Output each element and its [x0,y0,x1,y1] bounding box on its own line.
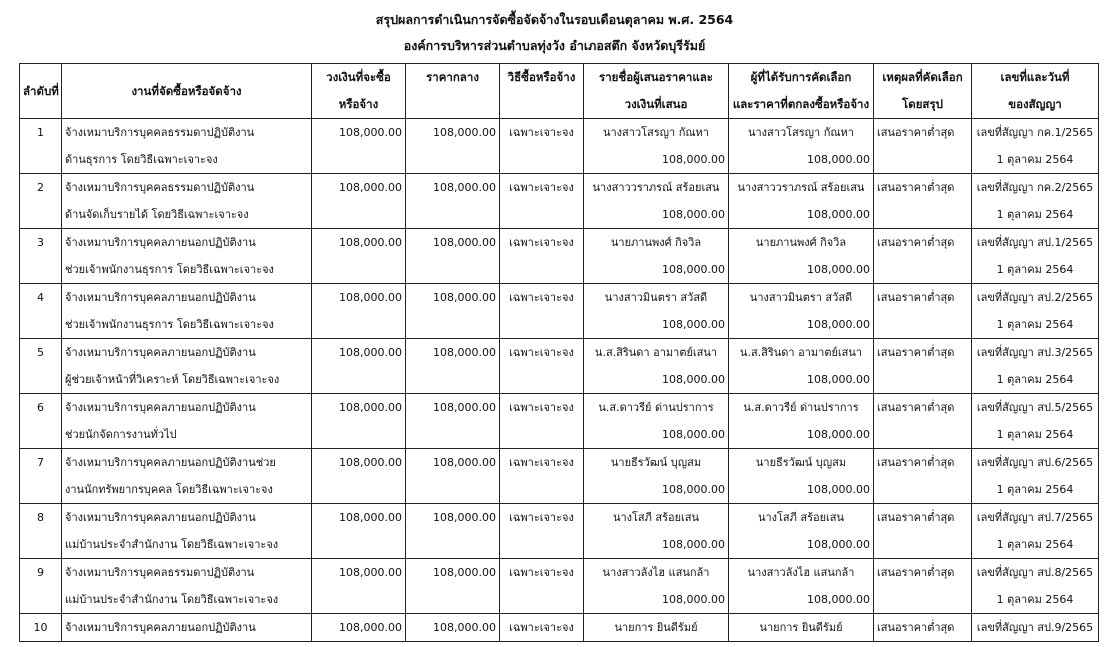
row-method-text: เฉพาะเจาะจง [509,456,574,469]
row-winner-price: 108,000.00 [807,263,870,276]
row-contract-date: 1 ตุลาคม 2564 [996,208,1074,221]
row-bidder-name: นางโสภี สร้อยเสน [612,511,700,524]
header-contract-line2: ของสัญญา [1008,97,1062,111]
row-method-text: เฉพาะเจาะจง [509,346,574,359]
row-method-text: เฉพาะเจาะจง [509,126,574,139]
row-reason-text: เสนอราคาต่ำสุด [877,126,955,139]
row-work-line1: จ้างเหมาบริการบุคคลธรรมดาปฏิบัติงาน [65,181,255,194]
row-winner-name: นางสาววราภรณ์ สร้อยเสน [737,181,865,194]
table-row [20,229,1099,284]
row-no [20,449,62,504]
header-reason [874,64,972,119]
row-bidder-amount: 108,000.00 [662,538,725,551]
header-winner-line2: และราคาที่ตกลงซื้อหรือจ้าง [732,97,870,111]
row-budget-text: 108,000.00 [339,291,402,304]
row-winner-price: 108,000.00 [807,318,870,331]
row-median [406,229,500,284]
row-bidder [584,559,729,614]
row-contract: เลขที่สัญญา สป.9/2565 [972,614,1099,642]
row-winner: นายการ ยินดีรัมย์ [729,614,874,642]
header-median [406,64,500,119]
row-work [62,339,312,394]
row-bidder-amount: 108,000.00 [662,483,725,496]
row-contract [972,174,1099,229]
document-title: สรุปผลการดำเนินการจัดซื้อจัดจ้างในรอบเดือนตุลาคม พ.ศ. 2564 [375,12,734,27]
row-bidder-amount: 108,000.00 [662,263,725,276]
row-work-line2: ด้านธุรการ โดยวิธีเฉพาะเจาะจง [65,153,218,166]
row-winner [729,119,874,174]
row-contract [972,284,1099,339]
row-winner [729,449,874,504]
table-row-last [20,614,1099,642]
row-work-line2: ช่วยนักจัดการงานทั่วไป [65,428,177,441]
row-no [20,174,62,229]
row-median [406,284,500,339]
row-reason [874,559,972,614]
header-budget-line2: หรือจ้าง [338,97,379,111]
header-no: ลำดับที่ [20,64,62,119]
row-bidder-name: นางสาวมินตรา สวัสดี [604,291,708,304]
header-median-line1: ราคากลาง [426,70,479,84]
row-method [500,449,584,504]
row-no-text: 2 [37,181,44,194]
row-bidder-name: นางสาวลังไฮ แสนกล้า [602,566,710,579]
row-budget-text: 108,000.00 [339,126,402,139]
row-winner-name: นางสาวมินตรา สวัสดี [749,291,853,304]
row-reason-text: เสนอราคาต่ำสุด [877,346,955,359]
row-budget-text: 108,000.00 [339,236,402,249]
row-contract-date: 1 ตุลาคม 2564 [996,428,1074,441]
row-reason [874,394,972,449]
row-method-text: เฉพาะเจาะจง [509,511,574,524]
row-contract-no: เลขที่สัญญา สป.1/2565 [976,236,1094,249]
row-budget [312,394,406,449]
row-winner-price: 108,000.00 [807,373,870,386]
row-winner-price: 108,000.00 [807,593,870,606]
row-reason-text: เสนอราคาต่ำสุด [877,401,955,414]
row-contract-no: เลขที่สัญญา สป.5/2565 [976,401,1094,414]
row-contract-no: เลขที่สัญญา กค.2/2565 [976,181,1094,194]
row-work-line2: ช่วยเจ้าพนักงานธุรการ โดยวิธีเฉพาะเจาะจง [65,263,274,276]
row-contract-no: เลขที่สัญญา สป.3/2565 [976,346,1094,359]
row-work [62,394,312,449]
header-winner [729,64,874,119]
table-row [20,394,1099,449]
row-bidder [584,504,729,559]
table-row [20,449,1099,504]
row-budget-text: 108,000.00 [339,511,402,524]
row-work-line2: ช่วยเจ้าพนักงานธุรการ โดยวิธีเฉพาะเจาะจง [65,318,274,331]
row-winner-price: 108,000.00 [807,153,870,166]
row-bidder [584,339,729,394]
row-no-text: 9 [37,566,44,579]
header-bidders-line1: รายชื่อผู้เสนอราคาและ [599,70,713,84]
row-winner-name: นางสาวโสรญา กัณหา [747,126,854,139]
row-median [406,559,500,614]
row-reason-text: เสนอราคาต่ำสุด [877,291,955,304]
row-budget-text: 108,000.00 [339,401,402,414]
row-contract [972,504,1099,559]
header-contract [972,64,1099,119]
row-method-text: เฉพาะเจาะจง [509,236,574,249]
table-row [20,174,1099,229]
row-budget [312,504,406,559]
row-median-text: 108,000.00 [433,236,496,249]
header-winner-line1: ผู้ที่ได้รับการคัดเลือก [750,70,852,84]
row-contract-no: เลขที่สัญญา กค.1/2565 [976,126,1094,139]
row-budget-text: 108,000.00 [339,181,402,194]
row-reason: เสนอราคาต่ำสุด [874,614,972,642]
row-contract [972,449,1099,504]
row-winner-name: นายธีรวัฒน์ บุญสม [755,456,847,469]
header-reason-line1: เหตุผลที่คัดเลือก [882,70,963,84]
row-no-text: 1 [37,126,44,139]
row-method [500,504,584,559]
header-budget-line1: วงเงินที่จะซื้อ [326,70,391,84]
row-winner [729,339,874,394]
row-median [406,504,500,559]
row-method [500,394,584,449]
row-reason [874,229,972,284]
row-work [62,284,312,339]
row-budget: 108,000.00 [312,614,406,642]
row-bidder [584,449,729,504]
row-method [500,284,584,339]
row-median [406,394,500,449]
row-budget [312,174,406,229]
row-winner-price: 108,000.00 [807,538,870,551]
row-median-text: 108,000.00 [433,346,496,359]
row-bidder: นายการ ยินดีรัมย์ [584,614,729,642]
row-method [500,229,584,284]
row-no [20,339,62,394]
row-reason [874,449,972,504]
row-reason-text: เสนอราคาต่ำสุด [877,456,955,469]
header-contract-line1: เลขที่และวันที่ [1000,70,1070,84]
row-winner-name: นายภานพงศ์ กิจวิล [755,236,847,249]
row-winner [729,504,874,559]
header-method [500,64,584,119]
header-bidders [584,64,729,119]
header-work: งานที่จัดซื้อหรือจัดจ้าง [62,64,312,119]
row-method-text: เฉพาะเจาะจง [509,291,574,304]
row-budget-text: 108,000.00 [339,566,402,579]
row-work [62,229,312,284]
row-no [20,229,62,284]
row-no [20,284,62,339]
row-median: 108,000.00 [406,614,500,642]
row-no-text: 7 [37,456,44,469]
row-bidder-name: น.ส.ดาวรีย์ ด่านปราการ [598,401,714,414]
row-winner [729,229,874,284]
row-bidder-amount: 108,000.00 [662,153,725,166]
table-row [20,119,1099,174]
row-no [20,504,62,559]
row-work-line2: ด้านจัดเก็บรายได้ โดยวิธีเฉพาะเจาะจง [65,208,249,221]
table-row [20,504,1099,559]
table-row [20,559,1099,614]
row-no [20,119,62,174]
row-bidder [584,394,729,449]
row-reason-text: เสนอราคาต่ำสุด [877,181,955,194]
row-contract [972,394,1099,449]
row-contract-no: เลขที่สัญญา สป.2/2565 [976,291,1094,304]
row-median-text: 108,000.00 [433,126,496,139]
row-method: เฉพาะเจาะจง [500,614,584,642]
row-bidder [584,229,729,284]
row-winner [729,174,874,229]
row-work-line1: จ้างเหมาบริการบุคคลธรรมดาปฏิบัติงาน [65,126,255,139]
row-median-text: 108,000.00 [433,511,496,524]
row-contract-date: 1 ตุลาคม 2564 [996,593,1074,606]
row-winner [729,284,874,339]
row-reason [874,339,972,394]
row-method [500,339,584,394]
row-contract-no: เลขที่สัญญา สป.8/2565 [976,566,1094,579]
row-work-line1: จ้างเหมาบริการบุคคลภายนอกปฏิบัติงาน [65,291,256,304]
row-work-line1: จ้างเหมาบริการบุคคลภายนอกปฏิบัติงาน [65,401,256,414]
row-reason-text: เสนอราคาต่ำสุด [877,511,955,524]
row-winner [729,559,874,614]
row-winner-name: นางโสภี สร้อยเสน [757,511,845,524]
row-method-text: เฉพาะเจาะจง [509,181,574,194]
row-bidder-name: นายภานพงศ์ กิจวิล [610,236,702,249]
row-reason [874,119,972,174]
row-work-line1: จ้างเหมาบริการบุคคลภายนอกปฏิบัติงาน [65,511,256,524]
row-bidder-amount: 108,000.00 [662,318,725,331]
row-contract [972,119,1099,174]
row-median [406,339,500,394]
table-row [20,339,1099,394]
row-budget [312,119,406,174]
row-winner [729,394,874,449]
row-work [62,559,312,614]
row-contract-date: 1 ตุลาคม 2564 [996,318,1074,331]
row-no: 10 [20,614,62,642]
row-budget [312,229,406,284]
row-contract-date: 1 ตุลาคม 2564 [996,483,1074,496]
row-winner-name: น.ส.สิรินดา อามาตย์เสนา [739,346,863,359]
table-body [20,119,1099,642]
row-contract [972,559,1099,614]
row-bidder [584,119,729,174]
row-work-line2: ผู้ช่วยเจ้าหน้าที่วิเคราะห์ โดยวิธีเฉพาะเจาะจง [65,373,280,386]
row-winner-name: น.ส.ดาวรีย์ ด่านปราการ [743,401,859,414]
row-no-text: 4 [37,291,44,304]
row-budget-text: 108,000.00 [339,346,402,359]
row-no-text: 6 [37,401,44,414]
row-contract-date: 1 ตุลาคม 2564 [996,538,1074,551]
header-budget [312,64,406,119]
row-reason [874,284,972,339]
row-median-text: 108,000.00 [433,291,496,304]
row-contract-date: 1 ตุลาคม 2564 [996,153,1074,166]
row-work [62,174,312,229]
row-median [406,449,500,504]
table-header-row [20,64,1099,119]
row-no [20,559,62,614]
row-bidder-name: นายธีรวัฒน์ บุญสม [610,456,702,469]
row-median-text: 108,000.00 [433,401,496,414]
row-bidder-amount: 108,000.00 [662,428,725,441]
row-contract [972,229,1099,284]
row-reason-text: เสนอราคาต่ำสุด [877,236,955,249]
row-no [20,394,62,449]
row-work-line2: งานนักทรัพยากรบุคคล โดยวิธีเฉพาะเจาะจง [65,483,273,496]
row-contract-no: เลขที่สัญญา สป.6/2565 [976,456,1094,469]
row-contract-date: 1 ตุลาคม 2564 [996,373,1074,386]
row-bidder [584,284,729,339]
row-budget [312,284,406,339]
row-method [500,119,584,174]
row-bidder-amount: 108,000.00 [662,208,725,221]
row-bidder-name: น.ส.สิรินดา อามาตย์เสนา [594,346,718,359]
row-work [62,504,312,559]
row-work-line1: จ้างเหมาบริการบุคคลธรรมดาปฏิบัติงาน [65,566,255,579]
row-reason [874,174,972,229]
row-winner-price: 108,000.00 [807,208,870,221]
row-contract [972,339,1099,394]
row-work-line2: แม่บ้านประจำสำนักงาน โดยวิธีเฉพาะเจาะจง [65,538,279,551]
row-winner-price: 108,000.00 [807,428,870,441]
row-contract-date: 1 ตุลาคม 2564 [996,263,1074,276]
row-work-line1: จ้างเหมาบริการบุคคลภายนอกปฏิบัติงาน [65,346,256,359]
row-work-line1: จ้างเหมาบริการบุคคลภายนอกปฏิบัติงานช่วย [65,456,276,469]
row-no-text: 8 [37,511,44,524]
row-median-text: 108,000.00 [433,181,496,194]
row-no-text: 3 [37,236,44,249]
row-reason-text: เสนอราคาต่ำสุด [877,566,955,579]
header-bidders-line2: วงเงินที่เสนอ [624,97,688,111]
row-method-text: เฉพาะเจาะจง [509,566,574,579]
row-bidder [584,174,729,229]
row-bidder-name: นางสาวโสรญา กัณหา [602,126,709,139]
row-method [500,559,584,614]
row-no-text: 5 [37,346,44,359]
row-work-line2: แม่บ้านประจำสำนักงาน โดยวิธีเฉพาะเจาะจง [65,593,279,606]
row-budget [312,449,406,504]
row-method [500,174,584,229]
header-reason-line2: โดยสรุป [902,97,943,111]
row-median-text: 108,000.00 [433,566,496,579]
row-bidder-amount: 108,000.00 [662,593,725,606]
row-bidder-name: นางสาววราภรณ์ สร้อยเสน [592,181,720,194]
row-work [62,449,312,504]
row-median [406,174,500,229]
row-budget [312,339,406,394]
document-subtitle: องค์การบริหารส่วนตำบลทุ่งวัง อำเภอสตึก จังหวัดบุรีรัมย์ [403,38,706,53]
row-median-text: 108,000.00 [433,456,496,469]
procurement-table [19,63,1099,642]
row-contract-no: เลขที่สัญญา สป.7/2565 [976,511,1094,524]
row-reason [874,504,972,559]
row-winner-price: 108,000.00 [807,483,870,496]
row-bidder-amount: 108,000.00 [662,373,725,386]
table-row [20,284,1099,339]
row-winner-name: นางสาวลังไฮ แสนกล้า [747,566,855,579]
row-budget [312,559,406,614]
row-median [406,119,500,174]
row-work: จ้างเหมาบริการบุคคลภายนอกปฏิบัติงาน [62,614,312,642]
row-work-line1: จ้างเหมาบริการบุคคลภายนอกปฏิบัติงาน [65,236,256,249]
header-method-line1: วิธีซื้อหรือจ้าง [507,70,576,84]
row-work [62,119,312,174]
row-budget-text: 108,000.00 [339,456,402,469]
row-method-text: เฉพาะเจาะจง [509,401,574,414]
